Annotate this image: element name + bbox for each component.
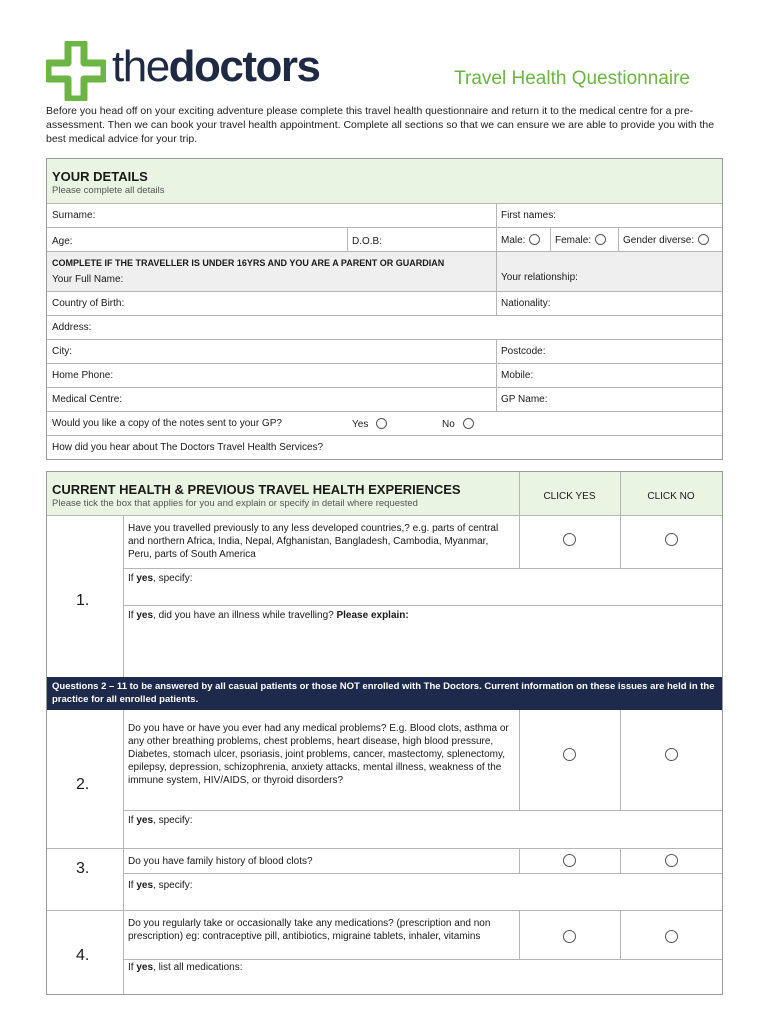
full-name-field[interactable]: Your Full Name: — [52, 274, 124, 285]
male-radio[interactable] — [529, 234, 540, 245]
q2-no[interactable] — [620, 748, 722, 764]
mobile-field[interactable]: Mobile: — [501, 370, 534, 381]
section-subtitle: Please complete all details — [52, 185, 165, 196]
copy-notes-question: Would you like a copy of the notes sent to your GP? — [52, 418, 282, 429]
click-no-header: CLICK NO — [647, 491, 695, 502]
enrolled-notice: Questions 2 – 11 to be answered by all casual patients or those NOT enrolled with The Doctors. Current information on these issues are held in the practice for all enrolled patients. — [47, 677, 722, 710]
header — [46, 40, 726, 102]
row-medical-centre — [47, 387, 722, 411]
copy-notes-no-radio[interactable] — [463, 418, 474, 429]
q4-yes-radio[interactable] — [563, 930, 576, 943]
question-3-text: Do you have family history of blood clots? — [128, 856, 313, 867]
logo — [46, 40, 320, 102]
city-field[interactable]: City: — [52, 346, 72, 357]
row-city — [47, 339, 722, 363]
health-section-subtitle: Please tick the box that applies for you and explain or specify in detail where requested — [52, 498, 418, 509]
section-title: YOUR DETAILS — [52, 169, 148, 184]
q1-illness-field[interactable]: If yes, did you have an illness while travelling? Please explain: — [123, 605, 722, 677]
question-4 — [47, 910, 722, 994]
male-option[interactable]: Male: — [496, 228, 550, 251]
q4-no[interactable] — [620, 930, 722, 946]
relationship-field[interactable]: Your relationship: — [501, 272, 578, 283]
female-radio[interactable] — [595, 234, 606, 245]
q3-yes-radio[interactable] — [563, 854, 576, 867]
guardian-note: COMPLETE IF THE TRAVELLER IS UNDER 16YRS AND YOU ARE A PARENT OR GUARDIAN — [52, 258, 445, 268]
row-names — [47, 203, 722, 227]
logo-wordmark: thedoctors — [112, 42, 320, 91]
row-copy-notes — [47, 411, 722, 435]
q1-yes[interactable] — [519, 533, 620, 549]
postcode-field[interactable]: Postcode: — [501, 346, 546, 357]
address-field[interactable]: Address: — [52, 322, 92, 333]
hear-about-field[interactable]: How did you hear about The Doctors Travel Health Services? — [52, 442, 324, 453]
country-of-birth-field[interactable]: Country of Birth: — [52, 298, 125, 309]
details-header — [47, 159, 722, 203]
row-guardian — [47, 251, 722, 291]
first-names-field[interactable]: First names: — [501, 210, 557, 221]
page-title: Travel Health Questionnaire — [454, 68, 690, 89]
female-option[interactable]: Female: — [550, 228, 618, 251]
row-hear-about — [47, 435, 722, 459]
copy-notes-yes-radio[interactable] — [376, 418, 387, 429]
q1-no[interactable] — [620, 533, 722, 549]
q2-no-radio[interactable] — [665, 748, 678, 761]
q4-no-radio[interactable] — [665, 930, 678, 943]
question-number: 3. — [76, 860, 90, 877]
q3-yes[interactable] — [519, 854, 620, 870]
copy-notes-yes[interactable]: Yes — [347, 412, 437, 435]
intro-paragraph: Before you head off on your exciting adventure please complete this travel health questionnaire and return it to the medical centre for a pre-assessment. Then we can book your travel health appointment. Complete all sections so that we can ensure we are able to provide you with the best medical advice for your trip. — [46, 105, 715, 145]
q4-medications-field[interactable]: If yes, list all medications: — [123, 959, 722, 994]
question-number: 1. — [76, 592, 90, 609]
question-2-text: Do you have or have you ever had any medical problems? E.g. Blood clots, asthma or any other breathing problems, chest problems, heart disease, high blood pressure, Diabetes, stomach ulcer, psoriasis, joint problems, cancer, mastectomy, splenectomy, epilepsy, depression, schizophrenia, anxiety attacks, mental illness, weakness of the immune system, HIV/AIDS, or thyroid disorders? — [128, 723, 509, 786]
q4-yes[interactable] — [519, 930, 620, 946]
health-section — [46, 471, 723, 995]
your-details-section — [46, 158, 723, 460]
gp-name-field[interactable]: GP Name: — [501, 394, 548, 405]
dob-field[interactable]: D.O.B: — [352, 236, 383, 247]
question-1-text: Have you travelled previously to any less developed countries,? e.g. parts of central and northern Africa, India, Nepal, Afghanistan, Bangladesh, Cambodia, Myanmar, Peru, parts of South America — [128, 523, 499, 560]
question-1 — [47, 515, 722, 677]
nationality-field[interactable]: Nationality: — [501, 298, 551, 309]
health-section-title: CURRENT HEALTH & PREVIOUS TRAVEL HEALTH EXPERIENCES — [52, 482, 461, 497]
copy-notes-no[interactable]: No — [437, 412, 527, 435]
gender-diverse-option[interactable]: Gender diverse: — [618, 228, 722, 251]
row-phone — [47, 363, 722, 387]
q1-yes-radio[interactable] — [563, 533, 576, 546]
q1-no-radio[interactable] — [665, 533, 678, 546]
question-3 — [47, 848, 722, 910]
cross-outline-icon — [46, 41, 106, 101]
home-phone-field[interactable]: Home Phone: — [52, 370, 114, 381]
medical-centre-field[interactable]: Medical Centre: — [52, 394, 123, 405]
question-number: 4. — [76, 947, 90, 964]
surname-field[interactable]: Surname: — [52, 210, 96, 221]
q2-yes[interactable] — [519, 748, 620, 764]
question-4-text: Do you regularly take or occasionally take any medications? (prescription and non prescription) eg: contraceptive pill, antibiotics, migraine tablets, inhaler, vitamins — [128, 918, 491, 942]
click-yes-header: CLICK YES — [543, 491, 596, 502]
q3-no[interactable] — [620, 854, 722, 870]
row-birth — [47, 291, 722, 315]
q2-yes-radio[interactable] — [563, 748, 576, 761]
q1-specify-field[interactable]: If yes, specify: — [123, 568, 722, 605]
q3-no-radio[interactable] — [665, 854, 678, 867]
row-address — [47, 315, 722, 339]
q3-specify-field[interactable]: If yes, specify: — [123, 873, 722, 910]
row-age — [47, 227, 722, 251]
gender-diverse-radio[interactable] — [698, 234, 709, 245]
health-header — [47, 472, 722, 515]
question-number: 2. — [76, 776, 90, 793]
q2-specify-field[interactable]: If yes, specify: — [123, 810, 722, 848]
age-field[interactable]: Age: — [52, 236, 73, 247]
question-2 — [47, 710, 722, 848]
